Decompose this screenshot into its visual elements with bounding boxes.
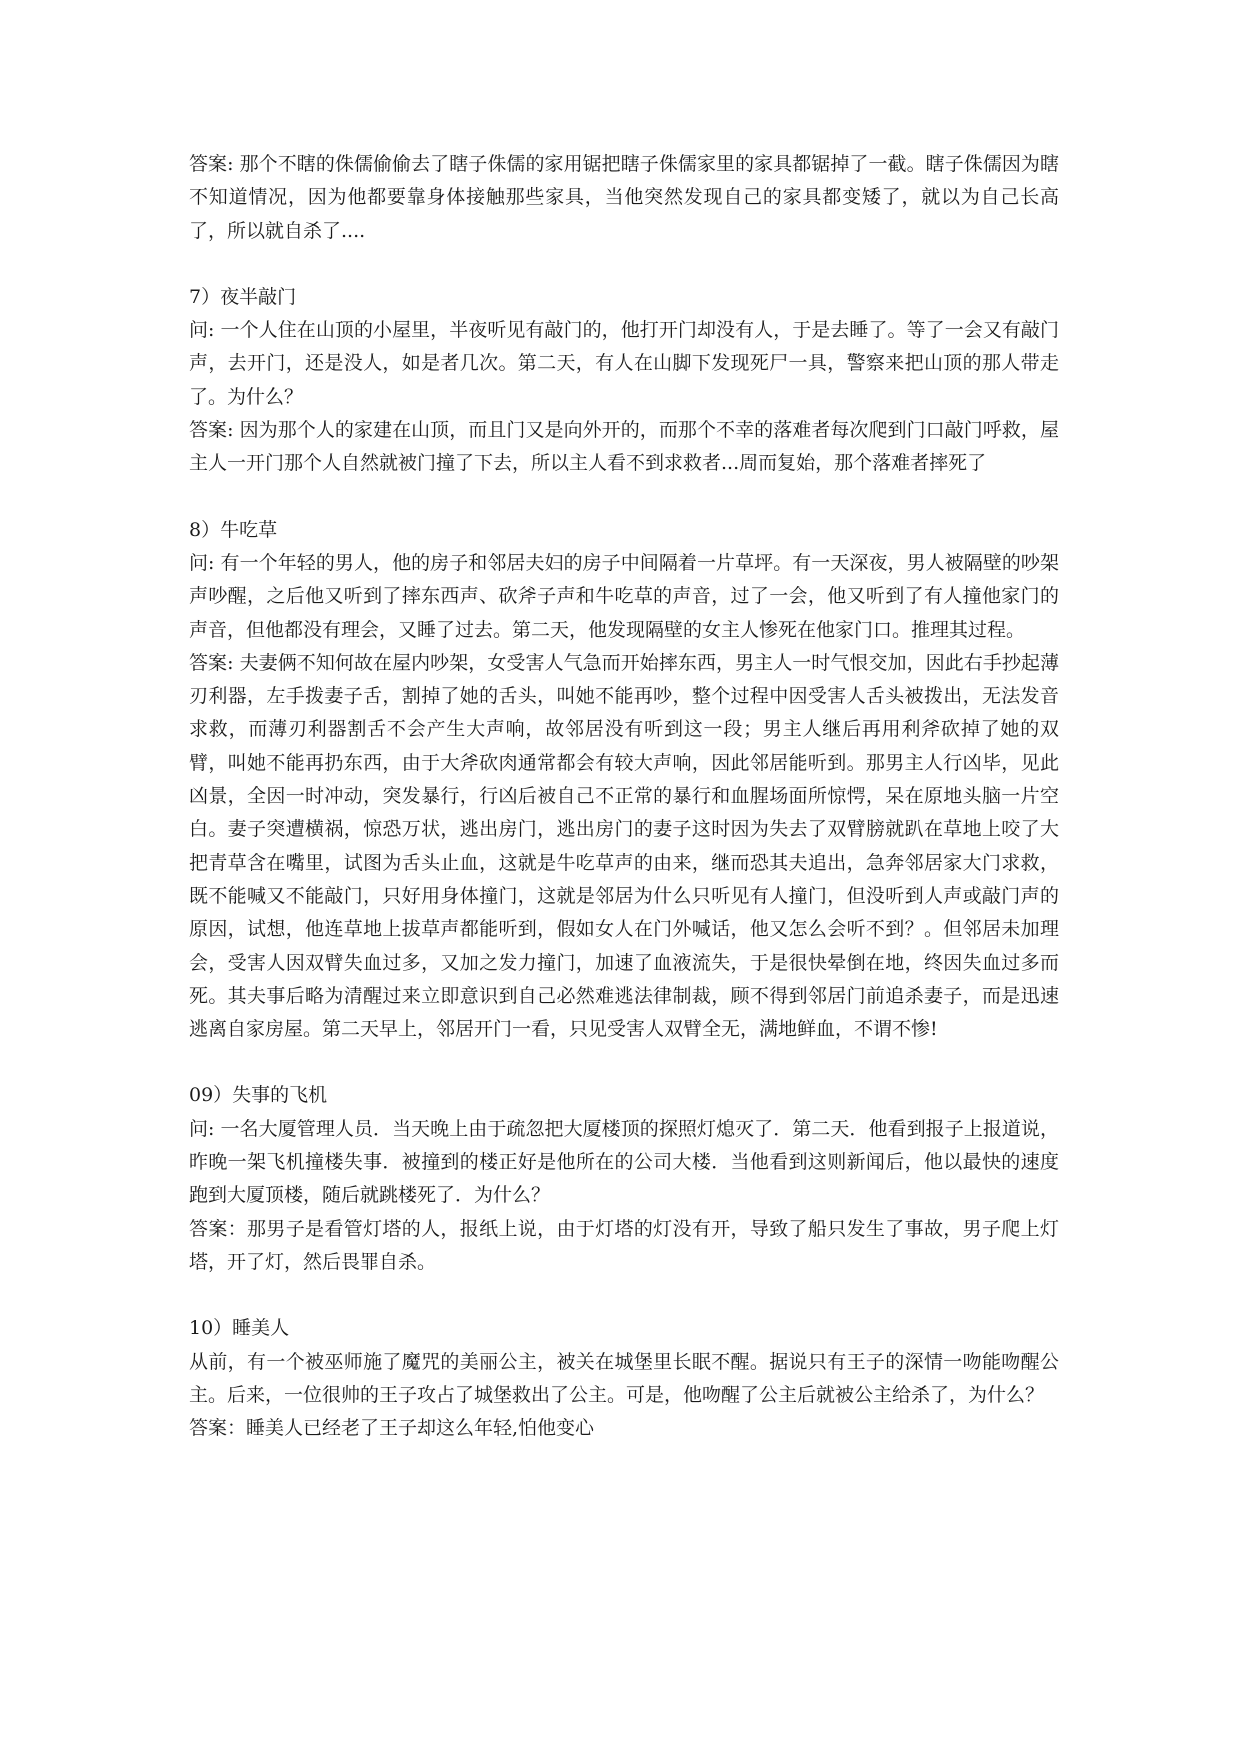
question-paragraph: 问: 一名大厦管理人员．当天晚上由于疏忽把大厦楼顶的探照灯熄灭了．第二天．他看到报子上报道说，昨晚一架飞机撞楼失事．被撞到的楼正好是他所在的公司大楼．当他看到这则新闻后，他以最快的速度跑到大厦顶楼，随后就跳楼死了．为什么？: [189, 1117, 1059, 1207]
section-title: 8）牛吃草: [189, 518, 278, 541]
question-paragraph: 问: 有一个年轻的男人，他的房子和邻居夫妇的房子中间隔着一片草坪。有一天深夜，男人被隔壁的吵架声吵醒，之后他又听到了摔东西声、砍斧子声和牛吃草的声音，过了一会，他又听到了有人撞他家门的声音，但他都没有理会，又睡了过去。第二天，他发现隔壁的女主人惨死在他家门口。推理其过程。: [189, 551, 1059, 641]
section-midnight-knock: [189, 281, 1059, 481]
question-paragraph: 问: 一个人住在山顶的小屋里，半夜听见有敲门的，他打开门却没有人，于是去睡了。等了一会又有敲门声，去开门，还是没人，如是者几次。第二天，有人在山脚下发现死尸一具，警察来把山顶的那人带走了。为什么？: [189, 319, 1059, 408]
answer-paragraph: 答案：那男子是看管灯塔的人，报纸上说，由于灯塔的灯没有开，导致了船只发生了事故，男子爬上灯塔，开了灯，然后畏罪自杀。: [189, 1217, 1059, 1273]
document-page: [189, 148, 1059, 1478]
section-title: 09）失事的飞机: [189, 1084, 328, 1107]
question-paragraph: 从前，有一个被巫师施了魔咒的美丽公主，被关在城堡里长眠不醒。据说只有王子的深情一吻能吻醒公主。后来，一位很帅的王子攻占了城堡救出了公主。可是，他吻醒了公主后就被公主给杀了，为什么？: [189, 1350, 1059, 1406]
section-title: 7）夜半敲门: [189, 285, 297, 308]
answer-paragraph: 答案: 那个不瞎的侏儒偷偷去了瞎子侏儒的家用锯把瞎子侏儒家里的家具都锯掉了一截。瞎子侏儒因为瞎不知道情况，因为他都要靠身体接触那些家具，当他突然发现自己的家具都变矮了，就以为自己长高了，所以就自杀了....: [189, 153, 1059, 242]
answer-paragraph: 答案: 夫妻俩不知何故在屋内吵架，女受害人气急而开始摔东西，男主人一时气恨交加，因此右手抄起薄刃利器，左手拨妻子舌，割掉了她的舌头，叫她不能再吵，整个过程中因受害人舌头被拨出，无法发音求救，而薄刃利器割舌不会产生大声响，故邻居没有听到这一段；男主人继后再用利斧砍掉了她的双臂，叫她不能再扔东西，由于大斧砍肉通常都会有较大声响，因此邻居能听到。那男主人行凶毕，见此凶景，全因一时冲动，突发暴行，行凶后被自己不正常的暴行和血腥场面所惊愕，呆在原地头脑一片空白。妻子突遭横祸，惊恐万状，逃出房门，逃出房门的妻子这时因为失去了双臂膀就趴在草地上咬了大把青草含在嘴里，试图为舌头止血，这就是牛吃草声的由来，继而恐其夫追出，急奔邻居家大门求救，既不能喊又不能敲门，只好用身体撞门，这就是邻居为什么只听见有人撞门，但没听到人声或敲门声的原因，试想，他连草地上拔草声都能听到，假如女人在门外喊话，他又怎么会听不到？。但邻居未加理会，受害人因双臂失血过多，又加之发力撞门，加速了血液流失，于是很快晕倒在地，终因失血过多而死。其夫事后略为清醒过来立即意识到自己必然难逃法律制裁，顾不得到邻居门前追杀妻子，而是迅速逃离自家房屋。第二天早上，邻居开门一看，只见受害人双臂全无，满地鲜血，不谓不惨!: [189, 651, 1059, 1041]
answer-paragraph: 答案：睡美人已经老了王子却这么年轻,怕他变心: [189, 1417, 595, 1440]
section-ending-answer: [189, 148, 1059, 248]
section-crashed-plane: [189, 1079, 1059, 1279]
answer-paragraph: 答案: 因为那个人的家建在山顶，而且门又是向外开的，而那个不幸的落难者每次爬到门口敲门呼救，屋主人一开门那个人自然就被门撞了下去，所以主人看不到求救者...周而复始，那个落难者摔死了: [189, 419, 1059, 475]
section-cow-eating-grass: [189, 514, 1059, 1047]
section-title: 10）睡美人: [189, 1317, 290, 1340]
section-sleeping-beauty: [189, 1312, 1059, 1445]
